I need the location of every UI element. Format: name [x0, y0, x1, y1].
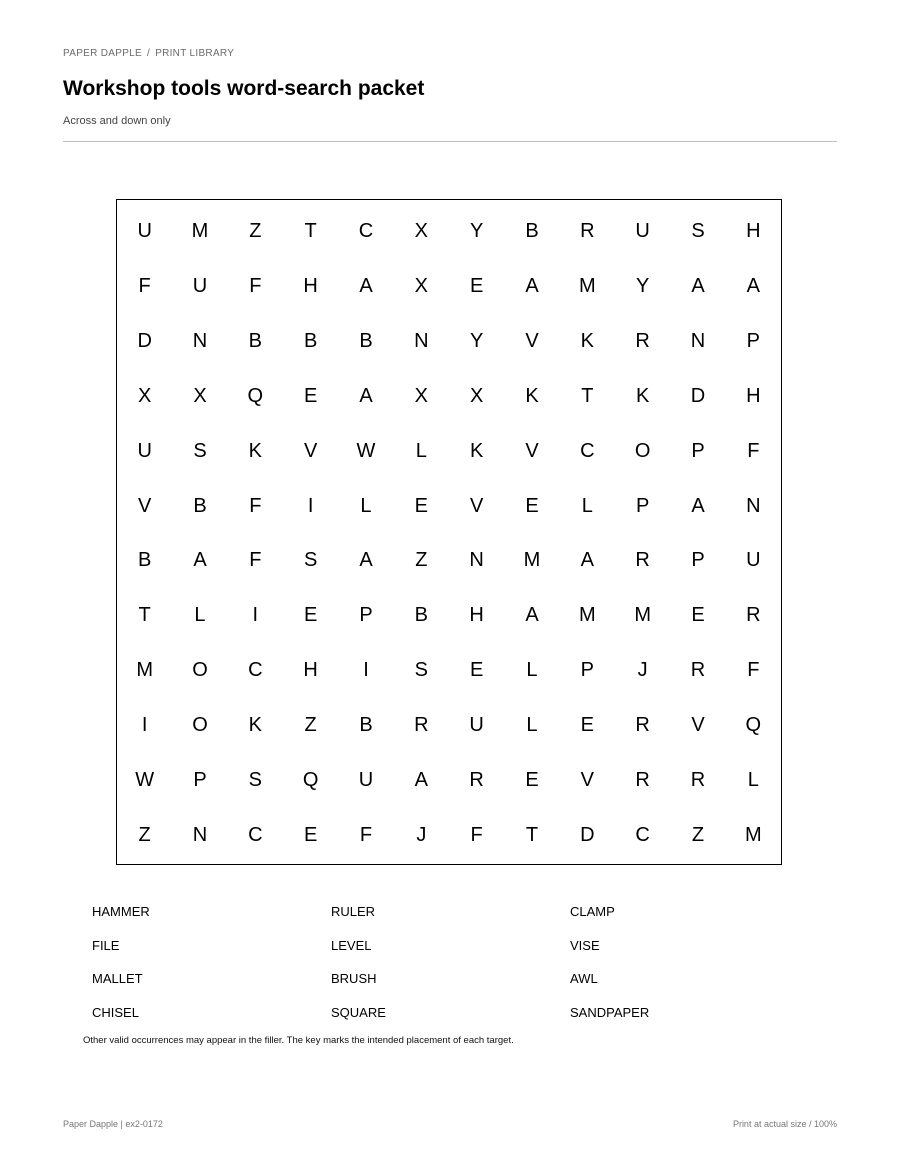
grid-cell: U	[746, 549, 761, 572]
grid-cell: A	[691, 494, 705, 517]
word-list-item: MALLET	[92, 971, 143, 986]
grid-cell: A	[359, 384, 373, 407]
grid-cell: E	[414, 494, 428, 517]
breadcrumb-separator: /	[147, 48, 151, 59]
word-list-item: LEVEL	[331, 937, 372, 953]
grid-cell: D	[580, 823, 595, 846]
grid-cell: C	[358, 220, 374, 243]
page-subtitle: Across and down only	[63, 115, 171, 127]
grid-cell: E	[691, 604, 705, 627]
grid-cell: S	[414, 659, 428, 682]
grid-cell: E	[303, 823, 318, 846]
grid-cell: R	[690, 659, 706, 682]
grid-cell: C	[248, 659, 263, 682]
grid-cell: I	[252, 604, 259, 627]
grid-cell: Z	[249, 220, 262, 243]
grid-cell: L	[415, 439, 427, 462]
grid-cell: F	[249, 275, 262, 298]
grid-cell: R	[635, 330, 650, 353]
word-list-item: VISE	[570, 937, 600, 953]
grid-cell: A	[193, 549, 207, 572]
grid-cell: P	[746, 330, 760, 353]
grid-cell: R	[580, 220, 595, 243]
grid-cell: O	[192, 713, 208, 736]
grid-cell: E	[303, 604, 318, 627]
grid-cell: A	[746, 275, 760, 298]
grid-cell: L	[747, 768, 759, 791]
grid-cell: K	[248, 439, 262, 462]
grid-cell: E	[525, 494, 539, 517]
grid-cell: L	[194, 604, 206, 627]
grid-cell: P	[635, 494, 650, 517]
placement-note: Other valid occurrences may appear in the filler. The key marks the intended placement of each target.	[83, 1035, 514, 1046]
grid-cell: P	[359, 604, 373, 627]
grid-cell: K	[469, 439, 484, 462]
word-list-item: RULER	[331, 904, 376, 919]
grid-cell: N	[192, 823, 208, 846]
grid-cell: T	[138, 604, 151, 627]
grid-cell: X	[414, 220, 428, 243]
grid-cell: P	[691, 439, 705, 462]
grid-cell: W	[356, 439, 376, 462]
grid-cell: F	[747, 659, 760, 682]
grid-cell: O	[634, 439, 651, 462]
grid-cell: A	[359, 275, 373, 298]
grid-cell: I	[141, 713, 148, 736]
grid-cell: P	[691, 549, 705, 572]
grid-cell: E	[469, 659, 484, 682]
grid-cell: Y	[635, 275, 650, 298]
grid-cell: V	[580, 768, 594, 791]
grid-cell: M	[578, 275, 596, 298]
grid-cell: A	[359, 549, 373, 572]
grid-cell: K	[248, 713, 262, 736]
grid-cell: M	[523, 549, 541, 572]
grid-cell: F	[359, 823, 373, 846]
grid-cell: R	[469, 768, 484, 791]
header-divider	[63, 141, 837, 142]
grid-cell: H	[746, 384, 761, 407]
grid-cell: A	[525, 604, 539, 627]
grid-cell: R	[635, 768, 650, 791]
grid-cell: R	[746, 604, 761, 627]
grid-cell: X	[414, 384, 428, 407]
word-search-grid	[116, 199, 782, 865]
grid-cell: B	[359, 713, 373, 736]
grid-cell: U	[137, 220, 152, 243]
grid-cell: U	[358, 768, 374, 791]
grid-cell: U	[635, 220, 650, 243]
grid-cell: V	[469, 494, 484, 517]
grid-cell: U	[469, 713, 484, 736]
grid-cell: I	[307, 494, 314, 517]
word-list-item: AWL	[570, 971, 598, 986]
grid-cell: J	[416, 823, 427, 846]
grid-cell: H	[303, 275, 318, 298]
grid-cell: N	[690, 330, 706, 353]
grid-cell: B	[525, 220, 539, 243]
grid-cell: A	[525, 275, 539, 298]
grid-cell: B	[193, 494, 207, 517]
grid-cell: F	[249, 494, 262, 517]
grid-cell: T	[525, 823, 539, 846]
grid-cell: I	[363, 659, 369, 682]
grid-cell: L	[526, 659, 538, 682]
page-title: Workshop tools word-search packet	[63, 77, 425, 100]
grid-cell: S	[691, 220, 705, 243]
grid-cell: K	[580, 330, 594, 353]
grid-cell: L	[526, 713, 538, 736]
grid-cell: K	[525, 384, 539, 407]
breadcrumb-item-brand: PAPER DAPPLE	[63, 48, 143, 59]
grid-cell: N	[746, 494, 761, 517]
grid-cell: A	[691, 275, 705, 298]
grid-cell: D	[690, 384, 706, 407]
grid-cell: V	[137, 494, 152, 517]
grid-cell: X	[193, 384, 207, 407]
grid-cell: V	[691, 713, 705, 736]
grid-cell: C	[635, 823, 650, 846]
grid-cell: C	[248, 823, 263, 846]
grid-cell: R	[635, 549, 650, 572]
grid-cell: B	[303, 330, 318, 353]
grid-cell: M	[744, 823, 762, 846]
grid-cell: M	[191, 220, 209, 243]
grid-cell: U	[192, 275, 208, 298]
grid-cell: V	[525, 439, 539, 462]
grid-cell: B	[248, 330, 262, 353]
breadcrumb-item-library: PRINT LIBRARY	[155, 48, 235, 59]
grid-cell: R	[414, 713, 429, 736]
grid-cell: U	[137, 439, 152, 462]
grid-cell: B	[359, 330, 373, 353]
grid-cell: L	[360, 494, 372, 517]
grid-cell: S	[303, 549, 318, 572]
grid-cell: Z	[138, 823, 151, 846]
grid-cell: F	[470, 823, 483, 846]
grid-cell: F	[138, 275, 151, 298]
grid-cell: N	[469, 549, 484, 572]
grid-cell: F	[747, 439, 760, 462]
grid-cell: X	[137, 384, 152, 407]
grid-cell: T	[304, 220, 317, 243]
grid-cell: V	[525, 330, 539, 353]
grid-cell: B	[137, 549, 152, 572]
grid-cell: E	[580, 713, 594, 736]
footer-print-hint: Print at actual size / 100%	[732, 1119, 837, 1129]
grid-cell: Q	[302, 768, 319, 791]
grid-cell: R	[690, 768, 706, 791]
grid-cell: A	[414, 768, 428, 791]
word-list	[92, 905, 812, 1039]
footer-id: Paper Dapple | ex2-0172	[63, 1119, 163, 1129]
grid-cell: K	[635, 384, 650, 407]
grid-cell: H	[469, 604, 484, 627]
grid-cell: S	[193, 439, 207, 462]
grid-cell: C	[580, 439, 595, 462]
grid-cell: N	[192, 330, 208, 353]
word-list-item: FILE	[92, 937, 120, 953]
grid-cell: T	[581, 384, 594, 407]
grid-cell: H	[303, 659, 318, 682]
grid-cell: Y	[469, 330, 484, 353]
grid-cell: Z	[304, 713, 317, 736]
grid-cell: W	[135, 768, 155, 791]
grid-cell: S	[248, 768, 262, 791]
word-list-item: SQUARE	[331, 1004, 386, 1020]
grid-cell: Z	[691, 823, 705, 846]
grid-cell: X	[414, 275, 428, 298]
grid-cell: Q	[247, 384, 264, 407]
grid-cell: E	[469, 275, 484, 298]
grid-cell: D	[137, 330, 152, 353]
grid-cell: J	[637, 659, 648, 682]
grid-cell: E	[303, 384, 318, 407]
grid-cell: F	[249, 549, 262, 572]
grid-cell: R	[635, 713, 650, 736]
word-list-item: CHISEL	[92, 1004, 139, 1020]
grid-cell: M	[578, 604, 596, 627]
grid-cell: M	[136, 659, 153, 682]
grid-cell: N	[414, 330, 429, 353]
grid-cell: Z	[415, 549, 428, 572]
grid-cell: Y	[469, 220, 484, 243]
breadcrumb	[63, 48, 234, 59]
word-list-item: BRUSH	[331, 971, 377, 986]
grid-cell: M	[634, 604, 651, 627]
word-list-item: HAMMER	[92, 904, 150, 919]
grid-cell: E	[525, 768, 539, 791]
grid-cell: A	[580, 549, 594, 572]
grid-cell: X	[469, 384, 484, 407]
grid-cell: B	[414, 604, 428, 627]
grid-cell: Q	[745, 713, 762, 736]
word-list-item: SANDPAPER	[570, 1004, 650, 1020]
grid-cell: O	[192, 659, 208, 682]
grid-cell: H	[746, 220, 761, 243]
word-list-item: CLAMP	[570, 904, 615, 919]
grid-cell: P	[193, 768, 207, 791]
grid-cell: V	[303, 439, 318, 462]
grid-cell: P	[580, 659, 594, 682]
grid-cell: L	[581, 494, 593, 517]
